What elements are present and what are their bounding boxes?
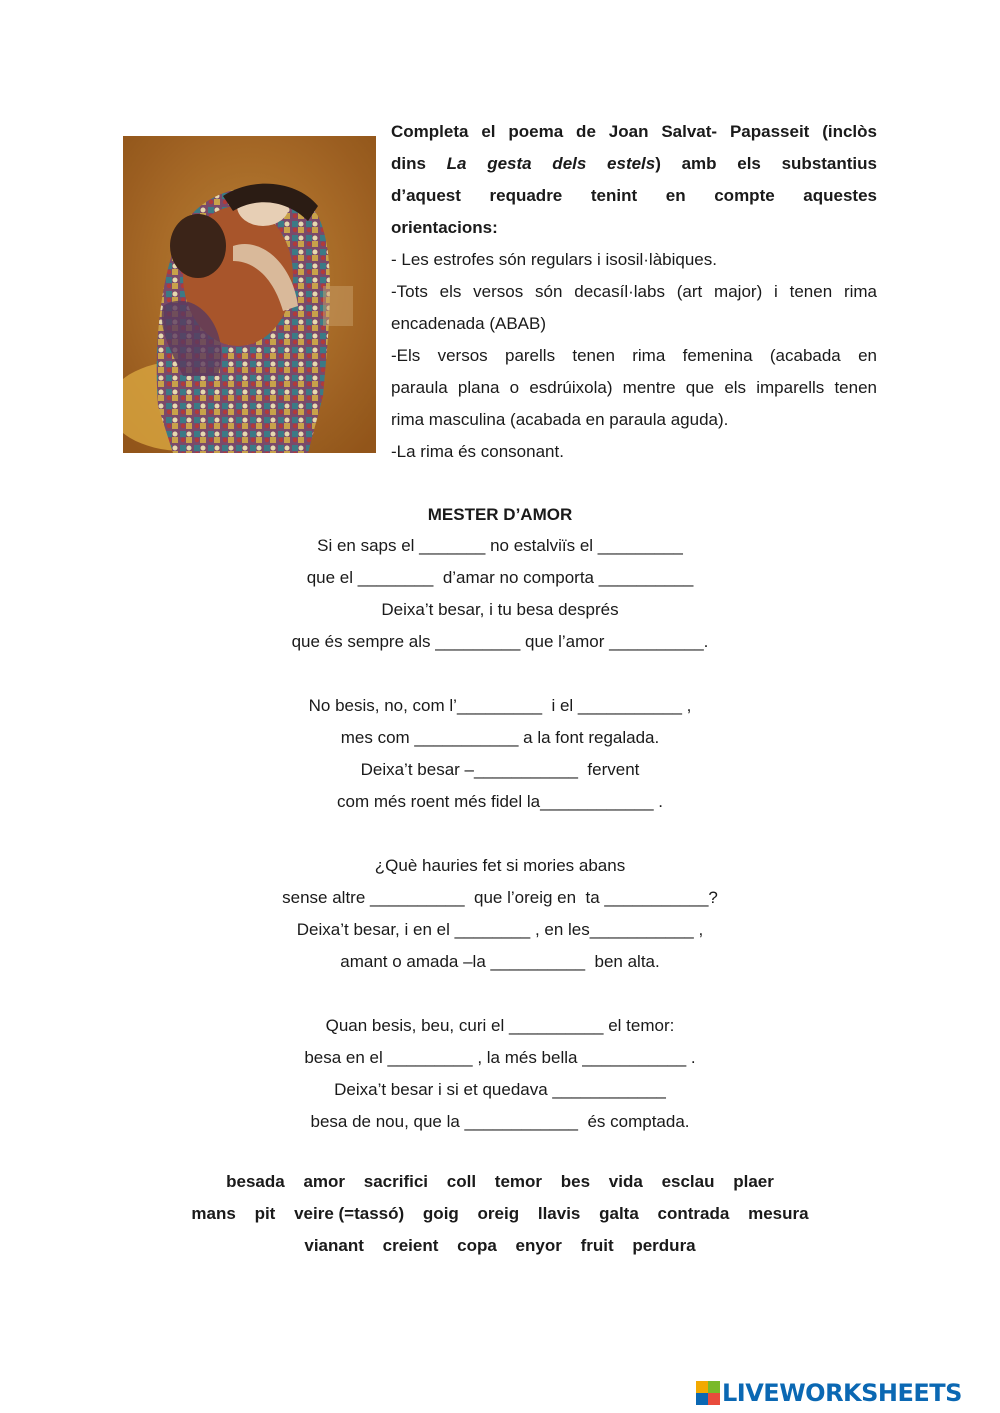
rule-line: rima masculina (acabada en paraula aguda).	[391, 410, 729, 429]
word-bank-item: oreig	[477, 1204, 520, 1223]
poem-line[interactable]: Si en saps el _______ no estalviïs el _________	[317, 536, 683, 555]
poem-title: MESTER D’AMOR	[427, 505, 573, 524]
word-bank-item: goig	[422, 1204, 459, 1223]
word-bank-item: coll	[446, 1172, 477, 1191]
logo-text: LIVEWORKSHEETS	[722, 1379, 962, 1407]
instructions	[391, 116, 877, 468]
instructions-line	[391, 212, 877, 244]
poem	[0, 530, 1000, 1138]
stanza-4	[0, 1010, 1000, 1138]
poem-line[interactable]: besa en el _________ , la més bella ___________ .	[304, 1048, 696, 1067]
word-bank-item: llavis	[537, 1204, 581, 1223]
stanza-2	[0, 690, 1000, 818]
instructions-text: d’aquest requadre tenint en compte aquestes	[391, 186, 877, 205]
poem-line[interactable]: que és sempre als _________ que l’amor __________.	[291, 632, 709, 651]
poem-line[interactable]: sense altre __________ que l’oreig en ta ___________?	[282, 888, 718, 907]
poem-line[interactable]: No besis, no, com l’_________ i el ___________ ,	[308, 696, 692, 715]
instructions-text: orientacions:	[391, 218, 498, 237]
word-bank-item: veire (=tassó)	[294, 1204, 405, 1223]
word-bank-row	[0, 1230, 1000, 1262]
instructions-line	[391, 180, 877, 212]
poem-line[interactable]: Deixa’t besar i si et quedava ____________	[334, 1080, 666, 1099]
word-bank-item: vianant	[304, 1236, 364, 1255]
poem-line[interactable]: besa de nou, que la ____________ és comptada.	[310, 1112, 690, 1131]
poem-line[interactable]: que el ________ d’amar no comporta __________	[306, 568, 694, 587]
word-bank-item: mesura	[748, 1204, 809, 1223]
word-bank-item: vida	[608, 1172, 643, 1191]
stanza-gap	[0, 978, 1000, 1010]
liveworksheets-logo[interactable]	[696, 1377, 962, 1409]
word-bank-item: besada	[226, 1172, 285, 1191]
word-bank-item: enyor	[515, 1236, 562, 1255]
word-bank-item: perdura	[632, 1236, 696, 1255]
rule-line: -Tots els versos són decasíl·labs (art major) i tenen rima	[391, 282, 877, 301]
word-bank-row	[0, 1166, 1000, 1198]
book-title: La gesta dels estels	[446, 154, 656, 173]
poem-line: ¿Què hauries fet si mories abans	[374, 856, 626, 875]
instructions-text: ) amb els substantius	[655, 154, 877, 173]
rule-line: -Els versos parells tenen rima femenina (acabada en	[391, 346, 877, 365]
word-bank-item: galta	[599, 1204, 639, 1223]
poem-line: Deixa’t besar, i tu besa després	[381, 600, 619, 619]
poem-line[interactable]: Quan besis, beu, curi el __________ el temor:	[325, 1016, 675, 1035]
stanza-gap	[0, 658, 1000, 690]
word-bank-item: copa	[457, 1236, 497, 1255]
rule-line: paraula plana o esdrúixola) mentre que els imparells tenen	[391, 378, 877, 397]
word-bank-item: fruit	[580, 1236, 614, 1255]
word-bank-item: esclau	[661, 1172, 715, 1191]
word-bank-item: sacrifici	[363, 1172, 429, 1191]
rule-line: encadenada (ABAB)	[391, 314, 546, 333]
word-bank-item: plaer	[733, 1172, 774, 1191]
instructions-line	[391, 148, 877, 180]
word-bank-item: mans	[191, 1204, 236, 1223]
word-bank-row	[0, 1198, 1000, 1230]
instructions-text: Completa el poema de Joan Salvat- Papasseit (inclòs	[391, 122, 877, 141]
rule-line: - Les estrofes són regulars i isosil·làbiques.	[391, 250, 717, 269]
word-bank-item: contrada	[657, 1204, 730, 1223]
word-bank-item: creient	[382, 1236, 439, 1255]
word-bank-item: amor	[303, 1172, 346, 1191]
poem-line[interactable]: Deixa’t besar, i en el ________ , en les___________ ,	[296, 920, 704, 939]
word-bank-item: pit	[254, 1204, 276, 1223]
stanza-1	[0, 530, 1000, 658]
poem-line[interactable]: Deixa’t besar –___________ fervent	[360, 760, 640, 779]
poem-line[interactable]: com més roent més fidel la____________ .	[336, 792, 664, 811]
instructions-line	[391, 116, 877, 148]
stanza-gap	[0, 818, 1000, 850]
liveworksheets-logo-icon	[696, 1381, 720, 1405]
painting-illustration	[123, 136, 376, 453]
instructions-text: dins	[391, 154, 447, 173]
rule-line: -La rima és consonant.	[391, 442, 564, 461]
word-bank	[0, 1166, 1000, 1262]
stanza-3	[0, 850, 1000, 978]
word-bank-item: temor	[494, 1172, 543, 1191]
poem-line[interactable]: amant o amada –la __________ ben alta.	[340, 952, 660, 971]
word-bank-item: bes	[560, 1172, 591, 1191]
poem-line[interactable]: mes com ___________ a la font regalada.	[340, 728, 660, 747]
